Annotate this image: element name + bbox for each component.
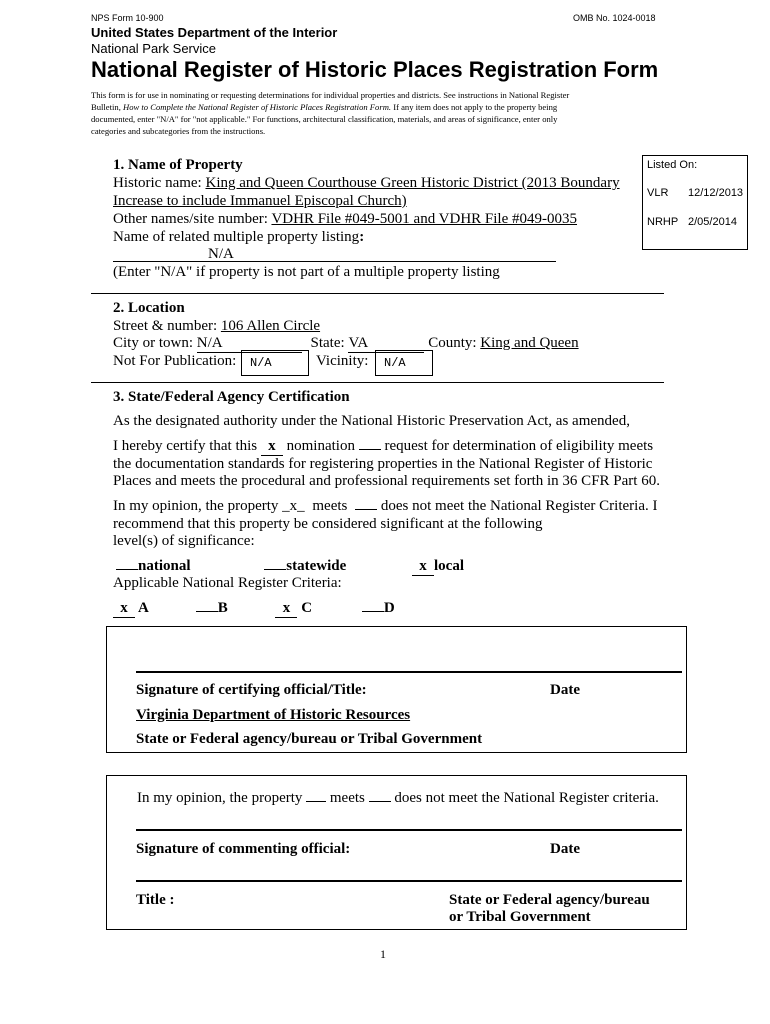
certify-mark: x: [268, 438, 276, 454]
commenting-opinion-row: [137, 789, 659, 807]
related-listing-value-row: [113, 245, 556, 262]
related-listing-value: N/A: [208, 246, 234, 262]
intro-line-1: This form is for use in nominating or requesting determinations for individual properties and districts. See instructions in National Register: [91, 90, 570, 100]
intro-line-3: documented, enter "N/A" for "not applicable." For functions, architectural classification, materials, and areas of significance, enter only: [91, 114, 558, 124]
level-statewide: statewide: [286, 558, 347, 574]
vicinity-value: N/A: [384, 356, 406, 370]
level-national: national: [138, 558, 191, 574]
commenting-title-line[interactable]: [136, 880, 682, 882]
city-state-county-row: [113, 334, 579, 353]
intro-line-2: [91, 102, 557, 112]
historic-name-row: [113, 174, 620, 192]
commenting-title-label: Title :: [136, 892, 175, 908]
street-label: Street & number:: [113, 318, 218, 334]
county-value: King and Queen: [480, 335, 579, 351]
level-local-mark: x: [419, 558, 427, 574]
criteria-a-letter: A: [137, 600, 148, 616]
level-statewide-field: [264, 569, 286, 570]
certify-mid: nomination: [286, 438, 355, 454]
section-1-heading: 1. Name of Property: [113, 157, 243, 173]
certifying-agency-label: State or Federal agency/bureau or Tribal Government: [136, 731, 483, 747]
opinion-meets: meets: [312, 498, 348, 514]
other-names-label: Other names/site number:: [113, 211, 268, 227]
intro-line-4: categories and subcategories from the instructions.: [91, 126, 266, 136]
nrhp-label: NRHP: [647, 216, 679, 228]
city-label: City or town:: [113, 335, 194, 351]
commenting-signature-line[interactable]: [136, 829, 682, 831]
page-number: 1: [380, 947, 386, 961]
criteria-label: Applicable National Register Criteria:: [113, 575, 342, 591]
certify-pre: I hereby certify that this: [113, 438, 258, 454]
section-3-heading: 3. State/Federal Agency Certification: [113, 389, 350, 405]
criteria-d-letter: D: [383, 600, 395, 616]
related-listing-label: Name of related multiple property listing: [113, 229, 360, 245]
historic-name-value: King and Queen Courthouse Green Historic District (2013 Boundary: [205, 175, 620, 191]
criteria-c-letter: C: [301, 600, 313, 616]
commenting-meets-field: [306, 801, 326, 802]
intro-bulletin-title: How to Complete the National Register of Historic Places Registration Form.: [123, 102, 392, 112]
city-value: N/A: [196, 335, 223, 351]
opinion-post: does not meet the National Register Criteria. I: [380, 498, 658, 514]
state-value: VA: [348, 335, 369, 351]
certifying-agency-name: Virginia Department of Historic Resources: [136, 707, 411, 723]
listed-on-box: [642, 155, 748, 250]
form-number: NPS Form 10-900: [91, 13, 164, 23]
vlr-label: VLR: [647, 187, 669, 199]
related-listing-note: (Enter "N/A" if property is not part of a multiple property listing: [113, 264, 500, 280]
level-national-field: [116, 569, 138, 570]
publication-field[interactable]: [241, 350, 309, 376]
certify-line-2: the documentation standards for registering properties in the National Register of Historic: [113, 456, 653, 472]
certifying-date-label: Date: [550, 682, 580, 698]
section-2-heading: 2. Location: [113, 300, 185, 316]
street-value: 106 Allen Circle: [220, 318, 321, 334]
historic-name-label: Historic name:: [113, 175, 202, 191]
criteria-row: [113, 599, 395, 618]
commenting-agency-line-2: or Tribal Government: [449, 909, 591, 925]
commenting-opinion-post: does not meet the National Register criteria.: [394, 790, 659, 806]
certifying-signature-label: Signature of certifying official/Title:: [136, 682, 367, 698]
historic-name-value-cont: Increase to include Immanuel Episcopal Church): [113, 193, 407, 209]
form-title: National Register of Historic Places Registration Form: [91, 57, 659, 82]
vicinity-field[interactable]: [375, 350, 433, 376]
certifying-official-box: [106, 626, 687, 753]
related-listing-row: [113, 228, 364, 246]
commenting-agency-line-1: State or Federal agency/bureau: [449, 892, 650, 908]
state-label: State:: [310, 335, 345, 351]
opinion-line-2: recommend that this property be considered significant at the following: [113, 516, 543, 532]
section-divider-1: [91, 293, 664, 294]
certify-row: [113, 437, 653, 456]
commenting-opinion-pre: In my opinion, the property: [137, 790, 303, 806]
commenting-not-meet-field: [369, 801, 391, 802]
intro-line-2-post: If any item does not apply to the property being: [391, 102, 558, 112]
intro-line-2-pre: Bulletin,: [91, 102, 123, 112]
commenting-official-box: [106, 775, 687, 930]
authority-text: As the designated authority under the National Historic Preservation Act, as amended,: [113, 413, 630, 429]
related-listing-colon: :: [359, 229, 365, 245]
omb-number: OMB No. 1024-0018: [573, 13, 656, 23]
commenting-date-label: Date: [550, 841, 580, 857]
certify-line-3: Places and meets the procedural and professional requirements set forth in 36 CFR Part 60.: [113, 473, 660, 489]
certify-nomination-field: [261, 437, 283, 456]
other-names-value: VDHR File #049-5001 and VDHR File #049-0035: [271, 211, 578, 227]
service-name: National Park Service: [91, 41, 216, 56]
certify-post: request for determination of eligibility meets: [384, 438, 654, 454]
other-names-row: [113, 210, 577, 228]
publication-label: Not For Publication:: [113, 353, 237, 369]
county-label: County:: [428, 335, 477, 351]
criteria-c-mark: x: [282, 600, 291, 616]
listed-on-label: Listed On:: [647, 159, 698, 171]
street-row: [113, 317, 320, 335]
criteria-b-field: [196, 611, 218, 612]
opinion-line-3: level(s) of significance:: [113, 533, 255, 549]
criteria-a-mark: x: [120, 600, 128, 616]
opinion-not-meet-field: [355, 509, 377, 510]
section-divider-2: [91, 382, 664, 383]
department-name: United States Department of the Interior: [91, 25, 338, 40]
certify-request-field: [359, 449, 381, 450]
commenting-signature-label: Signature of commenting official:: [136, 841, 351, 857]
level-local: local: [434, 558, 465, 574]
nrhp-date: 2/05/2014: [688, 216, 737, 228]
vicinity-label: Vicinity:: [316, 353, 369, 369]
criteria-d-field: [362, 611, 384, 612]
opinion-mark: _x_: [282, 498, 305, 514]
certifying-signature-line[interactable]: [136, 671, 682, 673]
opinion-row: [113, 497, 657, 515]
criteria-a-field: [113, 599, 135, 618]
level-local-field: [412, 557, 434, 576]
opinion-pre: In my opinion, the property: [113, 498, 279, 514]
criteria-b-letter: B: [217, 600, 228, 616]
publication-value: N/A: [250, 356, 272, 370]
criteria-c-field: [275, 599, 297, 618]
vlr-date: 12/12/2013: [688, 187, 744, 199]
commenting-opinion-meets: meets: [329, 790, 365, 806]
